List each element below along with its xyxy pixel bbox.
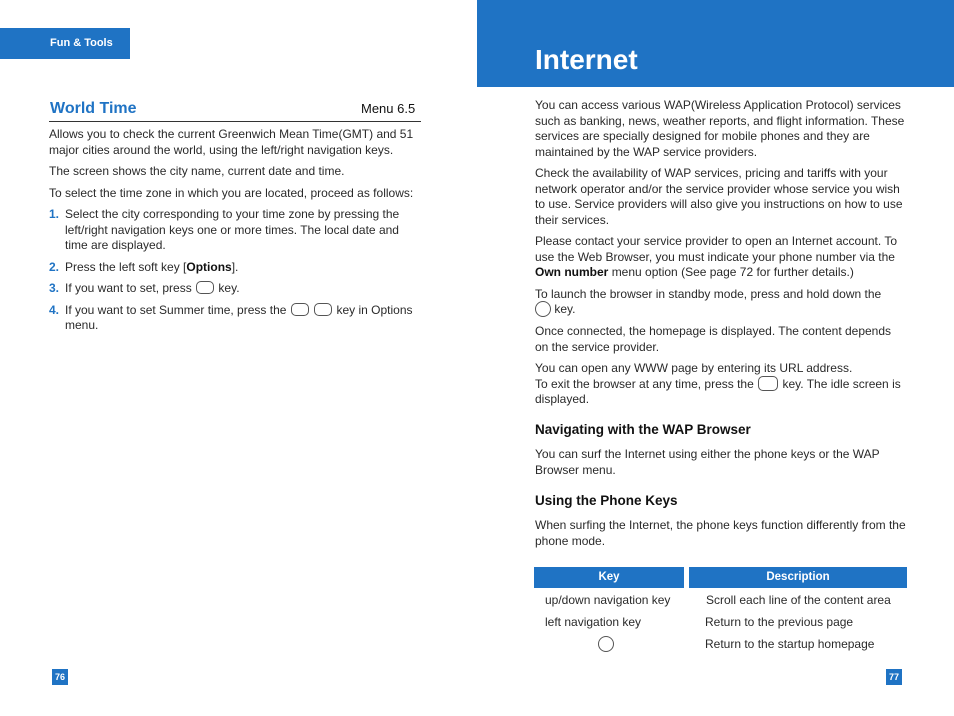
- paragraph: Allows you to check the current Greenwich Mean Time(GMT) and 51 major cities around the world, using the left/right navigation keys.: [49, 127, 414, 157]
- step-3: [49, 281, 421, 297]
- table-cell-description: Scroll each line of the content area: [706, 593, 891, 607]
- chapter-banner: [477, 0, 954, 87]
- page-number-right: 77: [886, 669, 902, 685]
- right-body: [535, 98, 907, 408]
- end-call-key-icon: [758, 376, 778, 391]
- paragraph: The screen shows the city name, current date and time.: [49, 164, 345, 178]
- step-number: 2.: [49, 259, 60, 274]
- paragraph: You can surf the Internet using either the phone keys or the WAP Browser menu.: [535, 447, 880, 477]
- options-softkey-label: Options: [186, 259, 232, 274]
- title-divider: [49, 121, 421, 122]
- ok-key-icon: [196, 281, 214, 294]
- paragraph: When surfing the Internet, the phone keys function differently from the phone mode.: [535, 518, 906, 548]
- section-title: World Time: [50, 100, 137, 117]
- text-post: menu option (See page 72 for further details.): [611, 265, 854, 279]
- step-number: 1.: [49, 207, 60, 221]
- text-pre: Please contact your service provider to open an Internet account. To use the Web Browser, you must indicate your phone number via the: [535, 234, 897, 264]
- table-header-key: Key: [534, 567, 684, 588]
- text-post: key. The idle screen is displayed.: [535, 376, 901, 406]
- internet-key-icon: [535, 301, 551, 317]
- left-body: [49, 127, 421, 334]
- table-cell-description: Return to the startup homepage: [705, 637, 875, 651]
- step-text-pre: Press the left soft key [: [65, 259, 187, 274]
- step-text: [65, 281, 240, 297]
- paragraph: To select the time zone in which you are located, proceed as follows:: [49, 185, 414, 200]
- paragraph: [535, 287, 907, 319]
- step-1: [49, 207, 421, 254]
- table-cell-key: [598, 636, 614, 654]
- text-pre: To launch the browser in standby mode, press and hold down the: [535, 286, 882, 301]
- step-2: [49, 260, 421, 276]
- paragraph: [535, 361, 907, 408]
- step-number: 4.: [49, 302, 60, 317]
- paragraph: [535, 234, 907, 281]
- step-text: [65, 260, 238, 276]
- table-cell-key: up/down navigation key: [545, 593, 671, 607]
- step-text-post: key in Options menu.: [65, 302, 413, 332]
- text-pre: To exit the browser at any time, press the: [535, 376, 754, 391]
- step-4: [49, 303, 421, 334]
- paragraph: Check the availability of WAP services, pricing and tariffs with your network operator and/or the service provider whose service you wish to use. Service providers will also give you instructions on how to use their services.: [535, 166, 903, 227]
- step-number: 3.: [49, 281, 60, 295]
- table-cell-description: Return to the previous page: [705, 615, 854, 629]
- heading-phone-keys: Using the Phone Keys: [535, 493, 678, 508]
- section-tab: [0, 28, 130, 59]
- step-text: Select the city corresponding to your time zone by pressing the left/right navigation keys one or more times. The local date and time are displayed.: [65, 207, 400, 252]
- section-tab-label: Fun & Tools: [50, 37, 113, 49]
- table-cell-key: left navigation key: [545, 615, 642, 629]
- page-number-left: 76: [52, 669, 68, 685]
- paragraph: Once connected, the homepage is displayed. The content depends on the service provider.: [535, 324, 892, 354]
- internet-key-icon: [598, 636, 614, 652]
- one-key-icon: [314, 303, 332, 316]
- paragraph: You can access various WAP(Wireless Application Protocol) services such as banking, news, weather reports, and flight information. These services are specially designed for mobile phones and they are maintained by the WAP service providers.: [535, 98, 905, 159]
- chapter-title: Internet: [535, 44, 638, 75]
- step-text-pre: If you want to set Summer time, press the: [65, 302, 287, 317]
- step-text-post: ].: [231, 259, 239, 274]
- own-number-label: Own number: [535, 265, 609, 279]
- text-post: key.: [554, 302, 576, 317]
- star-key-icon: [291, 303, 309, 316]
- heading-navigating: Navigating with the WAP Browser: [535, 422, 751, 437]
- step-text-post: key.: [218, 281, 240, 295]
- step-text: [65, 303, 421, 334]
- table-header-description: Description: [689, 567, 907, 588]
- text-line: You can open any WWW page by entering its URL address.: [535, 361, 853, 375]
- menu-number: Menu 6.5: [361, 101, 416, 116]
- step-text-pre: If you want to set, press: [65, 281, 192, 295]
